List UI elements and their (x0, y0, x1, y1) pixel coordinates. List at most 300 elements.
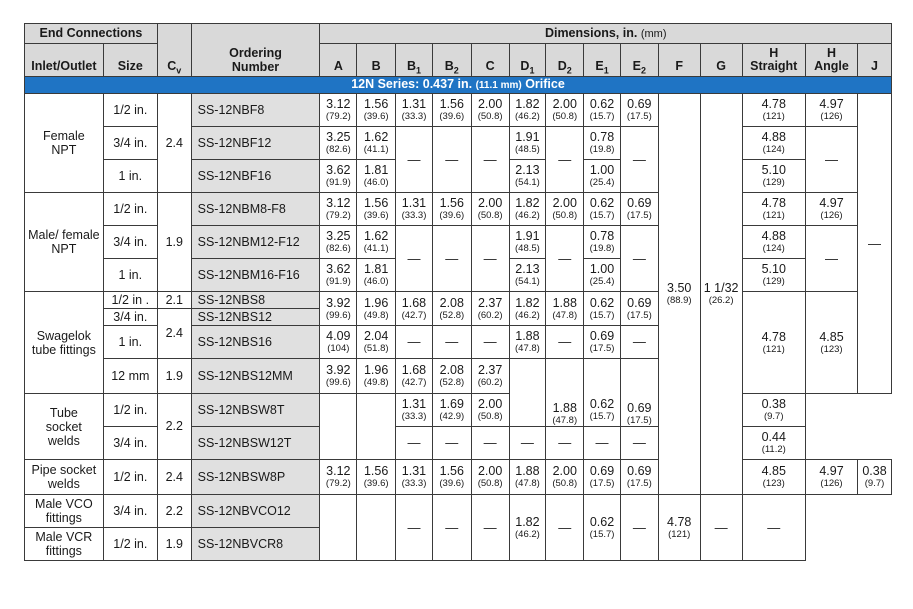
dimensions-unit-mm: (mm) (640, 27, 667, 40)
dim-inch: 1.82 (515, 295, 540, 310)
dim-cell (620, 94, 658, 127)
dim-cell (742, 427, 805, 460)
dim-cell (620, 460, 658, 495)
dim-cell (320, 160, 357, 193)
dim-cell (396, 326, 433, 359)
end-connections-header: End Connections (25, 24, 158, 44)
col-h-angle-label: Angle (814, 59, 849, 73)
dim-inch: 4.78 (667, 514, 692, 529)
col-b2-header (432, 44, 471, 77)
cv-cell: 2.4 (157, 94, 191, 193)
ordering-number-cell: SS-12NBVCO12 (191, 495, 320, 528)
dim-inch: 4.78 (761, 196, 786, 210)
dim-cell (742, 226, 805, 259)
dash: — (407, 151, 421, 167)
dim-inch: 1.56 (439, 97, 464, 111)
dim-mm: (15.7) (589, 410, 615, 422)
dim-cell (509, 127, 546, 160)
dim-cell (320, 226, 357, 259)
dim-inch: 3.12 (326, 196, 351, 210)
dim-cell (396, 427, 433, 460)
ordering-number-cell: SS-12NBSW8P (191, 460, 320, 495)
dim-mm: (15.7) (589, 309, 615, 321)
category-male-vcr (25, 528, 104, 561)
dash: — (445, 435, 459, 450)
ordering-number-cell: SS-12NBS16 (191, 326, 320, 359)
dim-mm: (91.9) (325, 177, 351, 188)
dim-mm: (33.3) (401, 411, 427, 422)
dim-cell (471, 193, 509, 226)
dim-mm: (33.3) (401, 478, 427, 489)
dimensions-table-container (24, 23, 892, 561)
dash: — (825, 151, 838, 167)
dim-inch: 1.56 (363, 196, 389, 210)
dim-cell (546, 127, 584, 193)
inlet-outlet-header: Inlet/Outlet (25, 44, 104, 77)
dim-inch: 0.38 (761, 397, 786, 411)
dim-cell (584, 326, 621, 359)
dim-cell (620, 226, 658, 292)
col-a-header: A (320, 44, 357, 77)
table-row (25, 127, 892, 160)
dim-cell (584, 359, 621, 394)
ordering-number-cell: SS-12NBF16 (191, 160, 320, 193)
table-row (25, 193, 892, 226)
size-cell: 1/2 in. (103, 94, 157, 127)
dim-inch: 1.82 (515, 196, 540, 210)
dim-inch: 3.25 (326, 130, 351, 144)
dim-cell (742, 127, 805, 160)
dim-inch: 1.31 (401, 464, 427, 478)
category-label: Pipe socket welds (31, 463, 97, 491)
dim-inch: 1.62 (363, 229, 389, 243)
col-e1-header (584, 44, 621, 77)
dim-cell (396, 193, 433, 226)
dim-mm: (50.8) (552, 210, 578, 221)
dim-mm: (48.5) (515, 243, 540, 254)
dim-cell (432, 193, 471, 226)
col-h-angle-h: H (826, 46, 837, 60)
dim-mm: (39.6) (363, 111, 389, 122)
dim-cell (357, 326, 396, 359)
category-label: Tube socket welds (45, 405, 82, 448)
dim-cell-j (858, 94, 892, 394)
ordering-number-cell: SS-12NBF8 (191, 94, 320, 127)
dim-inch: 1.31 (401, 196, 427, 210)
size-cell: 1/2 in . (103, 292, 157, 309)
dim-inch: 1.56 (363, 97, 389, 111)
dim-inch: 1.68 (401, 295, 427, 310)
col-g-header: G (700, 44, 742, 77)
col-d2-header (546, 44, 584, 77)
ordering-number-cell: SS-12NBSW8T (191, 394, 320, 427)
ordering-number-cell: SS-12NBM12-F12 (191, 226, 320, 259)
dim-inch: 5.10 (761, 163, 786, 177)
dash: — (632, 334, 646, 349)
dim-cell (471, 427, 509, 460)
dim-inch: 4.78 (761, 329, 786, 344)
dim-cell (742, 94, 805, 127)
dim-inch: 2.00 (477, 196, 503, 210)
dim-inch: 3.12 (326, 464, 351, 478)
dim-mm: (17.5) (626, 415, 652, 426)
ordering-number-label: Ordering Number (229, 46, 282, 74)
dim-cell (432, 326, 471, 359)
dim-inch: 1.56 (363, 464, 389, 478)
dim-cell (320, 259, 357, 292)
dim-cell (357, 292, 396, 326)
dim-cell (742, 460, 805, 495)
dimensions-label: Dimensions, (544, 25, 620, 40)
dim-mm: (99.6) (325, 309, 351, 321)
dim-inch: 3.92 (326, 295, 351, 310)
dim-inch: 1.56 (439, 464, 464, 478)
dim-mm: (17.5) (589, 478, 615, 489)
col-b1-letter: B (406, 59, 416, 73)
ordering-number-cell: SS-12NBF12 (191, 127, 320, 160)
dim-mm: (50.8) (477, 111, 503, 122)
dim-inch: 1.56 (439, 196, 464, 210)
dim-inch: 1.91 (515, 130, 540, 144)
dim-inch: 4.09 (326, 329, 351, 343)
dim-inch: 3.62 (326, 262, 351, 276)
dim-inch: 0.69 (627, 401, 652, 415)
dim-cell (584, 292, 621, 326)
dim-inch: 1.88 (552, 295, 577, 310)
size-cell: 3/4 in. (103, 495, 157, 528)
col-e1-sub: 1 (603, 65, 609, 76)
dim-mm: (46.0) (363, 177, 389, 188)
dim-cell (742, 394, 805, 427)
size-cell: 3/4 in. (103, 427, 157, 460)
dim-inch: 2.00 (552, 464, 577, 478)
dim-mm: (47.8) (515, 343, 540, 354)
dim-cell (432, 460, 471, 495)
dash: — (445, 250, 459, 266)
cv-subscript: v (176, 65, 182, 76)
dim-inch: 1.88 (552, 401, 577, 415)
col-d1-letter: D (520, 59, 530, 73)
size-cell: 1 in. (103, 259, 157, 292)
dim-inch: 0.62 (589, 514, 615, 529)
dim-cell (396, 394, 433, 427)
dash: — (558, 151, 572, 167)
dim-cell (357, 193, 396, 226)
dim-inch: 0.69 (589, 329, 615, 343)
dim-inch: 0.62 (589, 196, 615, 210)
dim-cell (396, 94, 433, 127)
dash: — (714, 519, 728, 535)
ordering-number-cell: SS-12NBM8-F8 (191, 193, 320, 226)
dim-inch: 1.82 (515, 514, 540, 529)
dash: — (445, 151, 459, 167)
dim-mm: (60.2) (477, 309, 503, 321)
cv-cell: 1.9 (157, 359, 191, 394)
dim-inch: 1.91 (515, 229, 540, 243)
dim-mm: (17.5) (626, 111, 652, 122)
table-row (25, 226, 892, 259)
dim-cell (432, 127, 471, 193)
dim-mm: (126) (820, 478, 843, 489)
dim-mm: (46.2) (515, 528, 540, 540)
dim-mm: (79.2) (325, 478, 351, 489)
size-cell: 12 mm (103, 359, 157, 394)
dim-mm: (54.1) (515, 177, 540, 188)
dim-mm: (126) (820, 111, 843, 122)
dim-cell (658, 495, 700, 561)
dim-cell (509, 326, 546, 359)
dim-inch: 2.00 (552, 97, 577, 111)
dim-cell (584, 193, 621, 226)
dim-mm: (26.2) (708, 295, 734, 306)
category-label: Swagelok tube fittings (31, 328, 96, 357)
dim-cell (546, 193, 584, 226)
dim-mm: (126) (820, 210, 843, 221)
dim-inch: 0.62 (589, 396, 615, 411)
dim-mm: (121) (762, 210, 785, 221)
dim-mm: (54.1) (515, 276, 540, 287)
dim-inch: 4.88 (761, 130, 786, 144)
dim-inch: 0.38 (862, 464, 887, 478)
dim-cell (471, 127, 509, 193)
dim-mm: (39.6) (439, 111, 465, 122)
size-cell: 1 in. (103, 326, 157, 359)
ordering-number-cell: SS-12NBVCR8 (191, 528, 320, 561)
dim-mm: (19.8) (589, 243, 615, 254)
col-b1-header (396, 44, 433, 77)
dim-cell (509, 427, 546, 460)
dim-mm: (52.8) (439, 309, 465, 321)
dim-inch: 1.81 (363, 163, 389, 177)
dim-cell (432, 292, 471, 326)
dim-cell (357, 160, 396, 193)
dash: — (445, 334, 459, 349)
dim-mm: (39.6) (439, 478, 465, 489)
dim-inch: 2.08 (439, 363, 464, 377)
dim-cell (471, 495, 509, 561)
dash: — (483, 334, 497, 349)
dim-inch: 3.62 (326, 163, 351, 177)
dim-cell (584, 226, 621, 259)
dim-mm: (52.8) (439, 377, 465, 388)
dim-cell (320, 326, 357, 359)
dim-inch: 1 1/32 (703, 281, 739, 295)
dim-inch: 2.00 (477, 397, 503, 411)
dim-mm: (50.8) (477, 478, 503, 489)
dash: — (868, 235, 882, 251)
dim-cell (509, 94, 546, 127)
dim-mm: (39.6) (439, 210, 465, 221)
dim-mm: (46.2) (515, 309, 540, 321)
dim-inch: 3.12 (326, 97, 351, 111)
dim-cell (742, 160, 805, 193)
dim-inch: 2.13 (515, 262, 540, 276)
dim-mm: (41.1) (363, 243, 389, 254)
col-b1-sub: 1 (415, 65, 421, 76)
dim-cell (396, 127, 433, 193)
dim-cell (584, 94, 621, 127)
dash: — (483, 151, 497, 167)
dim-cell (320, 460, 357, 495)
col-d1-header (509, 44, 546, 77)
dim-cell-empty (320, 495, 357, 561)
dim-mm: (15.7) (589, 210, 615, 221)
dim-mm: (129) (762, 276, 785, 287)
dim-inch: 0.69 (627, 97, 652, 111)
dim-cell (471, 394, 509, 427)
dash: — (632, 519, 646, 535)
dim-cell (584, 495, 621, 561)
dim-cell (742, 193, 805, 226)
dim-mm: (47.8) (552, 415, 578, 426)
dim-cell (320, 359, 357, 394)
dash: — (558, 435, 572, 450)
dim-cell (357, 460, 396, 495)
dim-cell (357, 359, 396, 394)
dim-inch: 2.08 (439, 295, 464, 310)
dash: — (483, 519, 497, 535)
dim-mm: (91.9) (325, 276, 351, 287)
dim-mm: (39.6) (363, 210, 389, 221)
dim-inch: 1.96 (363, 363, 389, 377)
table-row (25, 394, 892, 427)
dash: — (558, 250, 572, 266)
dim-mm: (123) (820, 343, 843, 355)
ordering-number-cell: SS-12NBSW12T (191, 427, 320, 460)
dim-inch: 0.62 (589, 97, 615, 111)
dim-mm: (82.6) (325, 243, 351, 254)
dim-cell (432, 359, 471, 394)
col-e2-letter: E (632, 59, 641, 73)
dim-inch: 1.31 (401, 97, 427, 111)
category-tube-socket (25, 394, 104, 460)
dim-cell (805, 193, 857, 226)
dim-inch: 2.00 (477, 97, 503, 111)
dim-inch: 0.44 (761, 430, 786, 444)
dim-cell (858, 460, 892, 495)
dim-cell (620, 359, 658, 427)
col-b-header: B (357, 44, 396, 77)
dim-mm: (50.8) (552, 478, 578, 489)
dim-cell (471, 94, 509, 127)
dash: — (632, 151, 646, 167)
table-row (25, 427, 892, 460)
dash: — (407, 250, 421, 266)
dim-mm: (49.8) (363, 377, 389, 388)
dim-cell (805, 292, 857, 394)
dim-cell (620, 127, 658, 193)
dim-cell (509, 292, 546, 326)
dim-cell (509, 160, 546, 193)
size-cell: 1 in. (103, 160, 157, 193)
size-cell: 1/2 in. (103, 193, 157, 226)
dim-mm: (25.4) (589, 177, 615, 188)
dim-mm: (121) (762, 343, 785, 355)
size-header: Size (103, 44, 157, 77)
dim-inch: 0.69 (627, 196, 652, 210)
table-row (25, 292, 892, 309)
col-h-straight-h: H (769, 46, 779, 60)
dim-inch: 4.78 (761, 97, 786, 111)
dim-cell (620, 495, 658, 561)
dash: — (632, 435, 646, 450)
dim-cell (320, 292, 357, 326)
dim-cell (471, 359, 509, 394)
size-cell: 1/2 in. (103, 394, 157, 427)
dim-inch: 2.00 (552, 196, 577, 210)
dim-mm: (46.2) (515, 111, 540, 122)
dim-cell (805, 127, 857, 193)
cv-cell: 1.9 (157, 528, 191, 561)
dim-cell (432, 226, 471, 292)
dim-inch: 1.62 (363, 130, 389, 144)
cv-cell: 1.9 (157, 193, 191, 292)
dim-cell (584, 460, 621, 495)
dim-cell (546, 326, 584, 359)
dash: — (407, 334, 421, 349)
dim-mm: (51.8) (363, 343, 389, 354)
dim-inch: 2.37 (477, 363, 503, 377)
dim-inch: 1.00 (589, 163, 615, 177)
dim-inch: 3.25 (326, 229, 351, 243)
dim-inch: 2.13 (515, 163, 540, 177)
dim-cell (357, 226, 396, 259)
dim-cell (396, 226, 433, 292)
dim-mm: (124) (762, 144, 785, 155)
dim-inch: 4.97 (819, 196, 844, 210)
table-row (25, 94, 892, 127)
dim-inch: 1.88 (515, 329, 540, 343)
dash: — (483, 435, 497, 450)
dim-cell (620, 326, 658, 359)
dim-inch: 4.85 (761, 464, 786, 478)
category-male-vco (25, 495, 104, 528)
dim-cell (432, 94, 471, 127)
dim-inch: 1.88 (515, 464, 540, 478)
dim-mm: (50.8) (552, 111, 578, 122)
dim-inch: 1.00 (589, 262, 615, 276)
dash: — (558, 334, 572, 349)
cv-cell: 2.4 (157, 309, 191, 359)
ordering-number-header (191, 24, 320, 77)
dim-cell-empty (357, 394, 396, 460)
dim-cell (471, 292, 509, 326)
dim-mm: (129) (762, 177, 785, 188)
col-d1-sub: 1 (529, 65, 535, 76)
series-suffix: Orifice (525, 77, 565, 91)
dim-cell (320, 94, 357, 127)
dim-mm: (17.5) (626, 210, 652, 221)
dim-inch: 3.50 (667, 281, 692, 295)
dimensions-header (320, 24, 892, 44)
ordering-number-cell: SS-12NBS8 (191, 292, 320, 309)
dim-cell (546, 359, 584, 427)
dim-inch: 4.88 (761, 229, 786, 243)
dim-inch: 1.81 (363, 262, 389, 276)
dim-mm: (60.2) (477, 377, 503, 388)
col-e1-letter: E (595, 59, 604, 73)
dash: — (520, 435, 534, 450)
dash: — (407, 519, 421, 535)
size-cell: 1/2 in. (103, 460, 157, 495)
dim-cell-f (658, 94, 700, 495)
dim-cell (584, 259, 621, 292)
dim-cell (742, 495, 805, 561)
dim-mm: (42.7) (401, 309, 427, 321)
dim-cell (700, 495, 742, 561)
category-label: Female NPT (43, 129, 85, 157)
dim-cell (546, 460, 584, 495)
